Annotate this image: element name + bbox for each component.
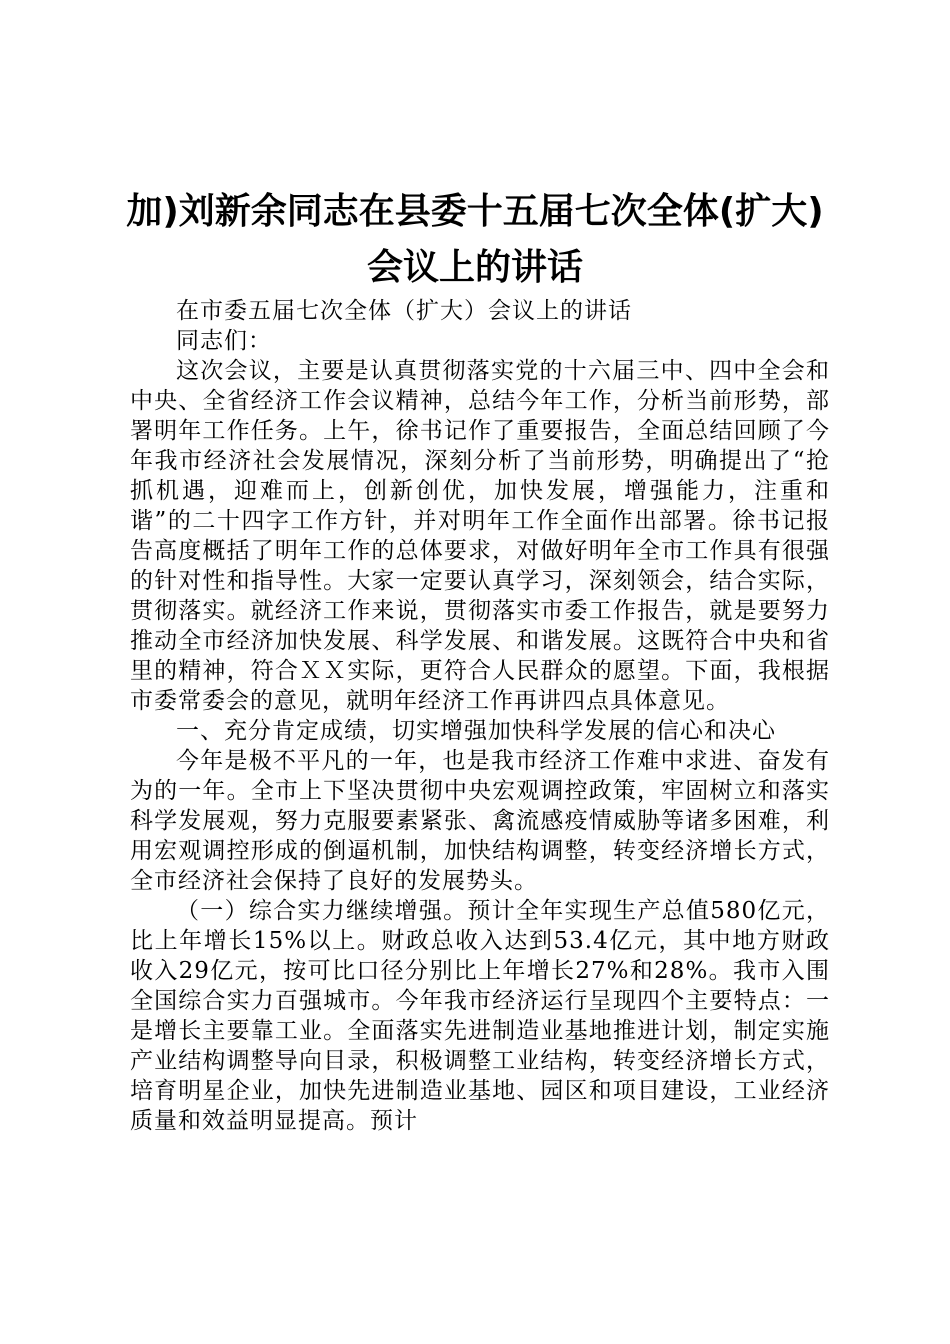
body-paragraph: 今年是极不平凡的一年，也是我市经济工作难中求进、奋发有为的一年。全市上下坚决贯彻中央宏观调控政策，牢固树立和落实科学发展观，努力克服要素紧张、禽流感疫情威胁等诸多困难，利用宏观调控形成的倒逼机制，加快结构调整，转变经济增长方式，全市经济社会保持了良好的发展势头。 [130, 748, 830, 894]
body-paragraph: （一）综合实力继续增强。预计全年实现生产总值580亿元，比上年增长15%以上。财政总收入达到53.4亿元，其中地方财政收入29亿元，按可比口径分别比上年增长27%和28%。我市入围全国综合实力百强城市。今年我市经济运行呈现四个主要特点：一是增长主要靠工业。全面落实先进制造业基地推进计划，制定实施产业结构调整导向目录，积极调整工业结构，转变经济增长方式，培育明星企业，加快先进制造业基地、园区和项目建设，工业经济质量和效益明显提高。预计 [130, 898, 830, 1134]
document-title-line-2: 会议上的讲话 [366, 247, 583, 288]
document-body [130, 296, 830, 1136]
body-paragraph: 这次会议，主要是认真贯彻落实党的十六届三中、四中全会和中央、全省经济工作会议精神，总结今年工作，分析当前形势，部署明年工作任务。上午，徐书记作了重要报告，全面总结回顾了今年我市经济社会发展情况，深刻分析了当前形势，明确提出了“抢抓机遇，迎难而上，创新创优，加快发展，增强能力，注重和谐”的二十四字工作方针，并对明年工作全面作出部署。徐书记报告高度概括了明年工作的总体要求，对做好明年全市工作具有很强的针对性和指导性。大家一定要认真学习，深刻领会，结合实际，贯彻落实。就经济工作来说，贯彻落实市委工作报告，就是要努力推动全市经济加快发展、科学发展、和谐发展。这既符合中央和省里的精神，符合ＸＸ实际，更符合人民群众的愿望。下面，我根据市委常委会的意见，就明年经济工作再讲四点具体意见。 [130, 358, 830, 714]
speech-heading-paragraph: 在市委五届七次全体（扩大）会议上的讲话 [176, 298, 632, 324]
salutation-paragraph: 同志们： [176, 328, 272, 354]
document-title-line-1: 加)刘新余同志在县委十五届七次全体(扩大) [126, 191, 824, 232]
section-heading-paragraph: 一、充分肯定成绩，切实增强加快科学发展的信心和决心 [176, 718, 776, 744]
